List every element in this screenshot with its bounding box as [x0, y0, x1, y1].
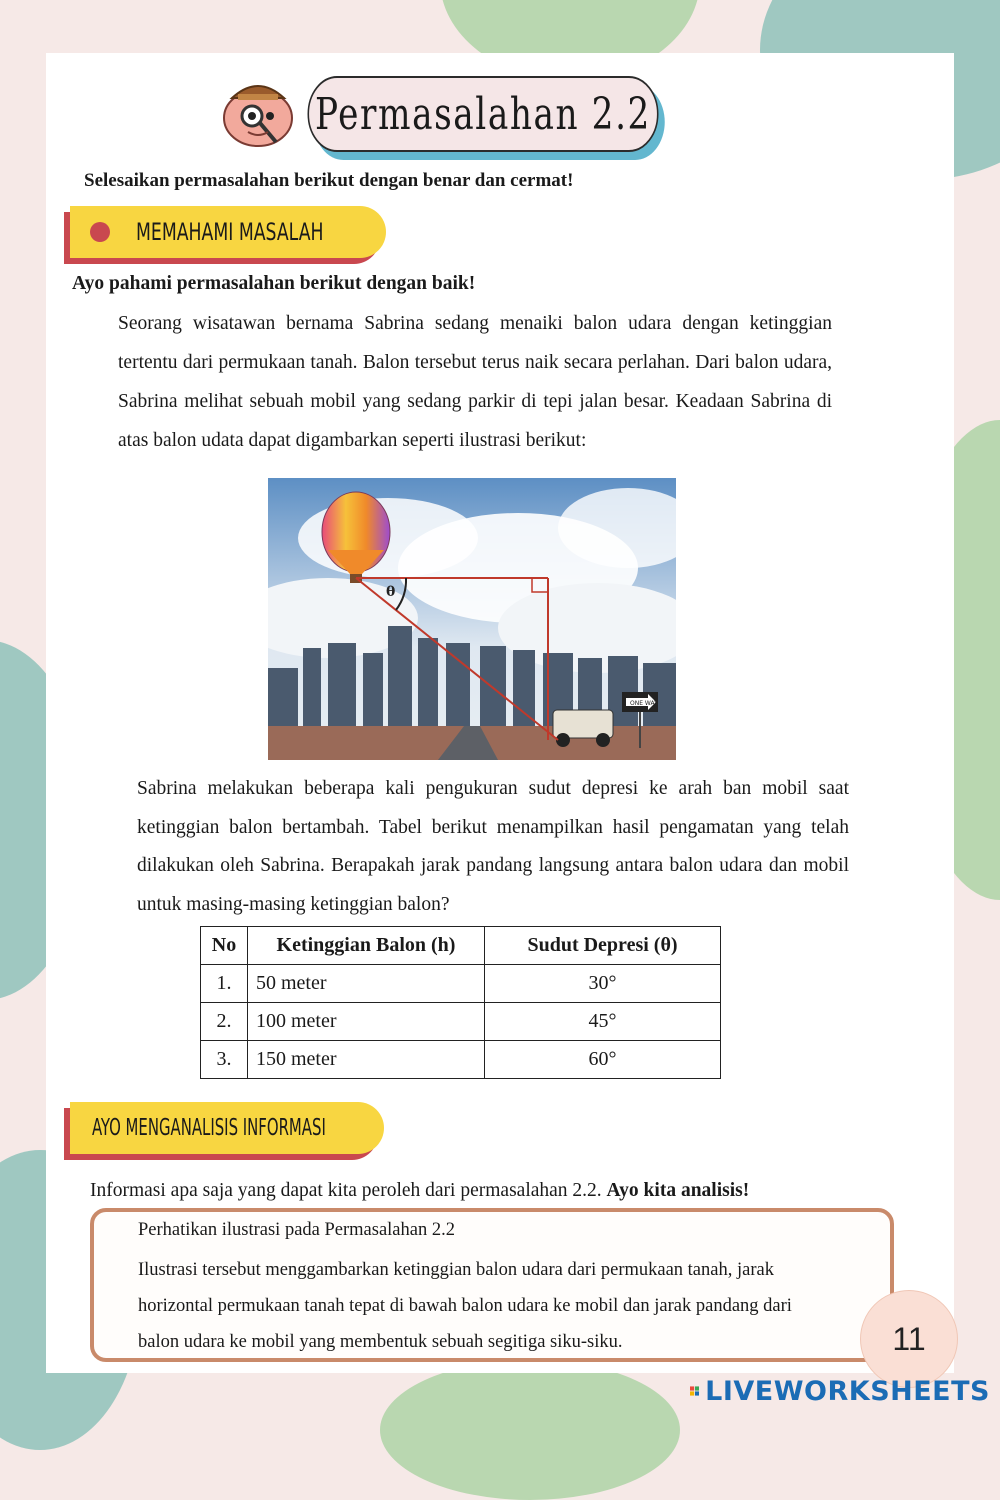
cell-height: 100 meter — [248, 1003, 485, 1041]
paragraph-measurement: Sabrina melakukan beberapa kali pengukuran sudut depresi ke arah ban mobil saat ketinggian balon bertambah. Tabel berikut menampilkan hasil pengamatan yang telah dilakukan oleh Sabrina. Berapakah jarak pandang langsung antara balon udara dan mobil untuk masing-masing ketinggian balon? — [137, 778, 849, 915]
page-title: Permasalahan 2.2 — [308, 76, 659, 152]
angle-theta-label: θ — [386, 584, 396, 600]
table-row — [201, 1003, 721, 1041]
table-header-row — [201, 927, 721, 965]
section2-intro-bold: Ayo kita analisis! — [606, 1180, 750, 1201]
header-no: No — [201, 927, 248, 965]
observation-table — [200, 926, 721, 1079]
brand-label: LIVEWORKSHEETS — [705, 1375, 990, 1407]
one-way-sign-text: ONE WAY — [630, 700, 658, 707]
cell-no: 2. — [201, 1003, 248, 1041]
hot-air-balloon-illustration — [268, 478, 676, 760]
cell-no: 3. — [201, 1041, 248, 1079]
cell-angle: 45° — [485, 1003, 721, 1041]
subtitle: Selesaikan permasalahan berikut dengan benar dan cermat! — [84, 170, 574, 191]
cell-angle: 60° — [485, 1041, 721, 1079]
section1-paragraph: Seorang wisatawan bernama Sabrina sedang menaiki balon udara dengan ketinggian tertentu dari permukaan tanah. Balon tersebut terus naik secara perlahan. Dari balon udara, Sabrina melihat sebuah mobil yang sedang parkir di tepi jalan besar. Keadaan Sabrina di atas balon udata dapat digambarkan seperti ilustrasi berikut: — [118, 313, 832, 451]
cell-no: 1. — [201, 965, 248, 1003]
section-heading-analisis — [70, 1102, 384, 1154]
header-height: Ketinggian Balon (h) — [248, 927, 485, 965]
cell-height: 150 meter — [248, 1041, 485, 1079]
page-number: 11 — [860, 1290, 958, 1388]
cell-angle: 30° — [485, 965, 721, 1003]
section2-intro — [90, 1180, 749, 1202]
liveworksheets-logo-icon — [690, 1380, 699, 1402]
bg-blob-green-bottom — [380, 1360, 680, 1500]
section-heading-analisis-label: AYO MENGANALISIS INFORMASI — [92, 1115, 326, 1141]
answer-box — [90, 1208, 894, 1362]
section2-intro-text: Informasi apa saja yang dapat kita peroleh dari permasalahan 2.2. — [90, 1180, 602, 1201]
box-line-1: Perhatikan ilustrasi pada Permasalahan 2.2 — [138, 1220, 455, 1240]
section-heading-memahami-label: MEMAHAMI MASALAH — [136, 218, 324, 246]
table-row — [201, 965, 721, 1003]
section1-instruction: Ayo pahami permasalahan berikut dengan baik! — [72, 273, 476, 294]
header-angle: Sudut Depresi (θ) — [485, 927, 721, 965]
section-heading-memahami — [70, 206, 386, 258]
box-paragraph: Ilustrasi tersebut menggambarkan ketinggian balon udara dari permukaan tanah, jarak horizontal permukaan tanah tepat di bawah balon udara ke mobil dan jarak pandang dari balon udara ke mobil yang membentuk sebuah segitiga siku-siku. — [138, 1260, 792, 1352]
liveworksheets-brand[interactable] — [690, 1372, 990, 1410]
brain-mascot-icon — [218, 70, 298, 157]
bullet-dot-icon — [90, 222, 110, 242]
cell-height: 50 meter — [248, 965, 485, 1003]
table-row — [201, 1041, 721, 1079]
